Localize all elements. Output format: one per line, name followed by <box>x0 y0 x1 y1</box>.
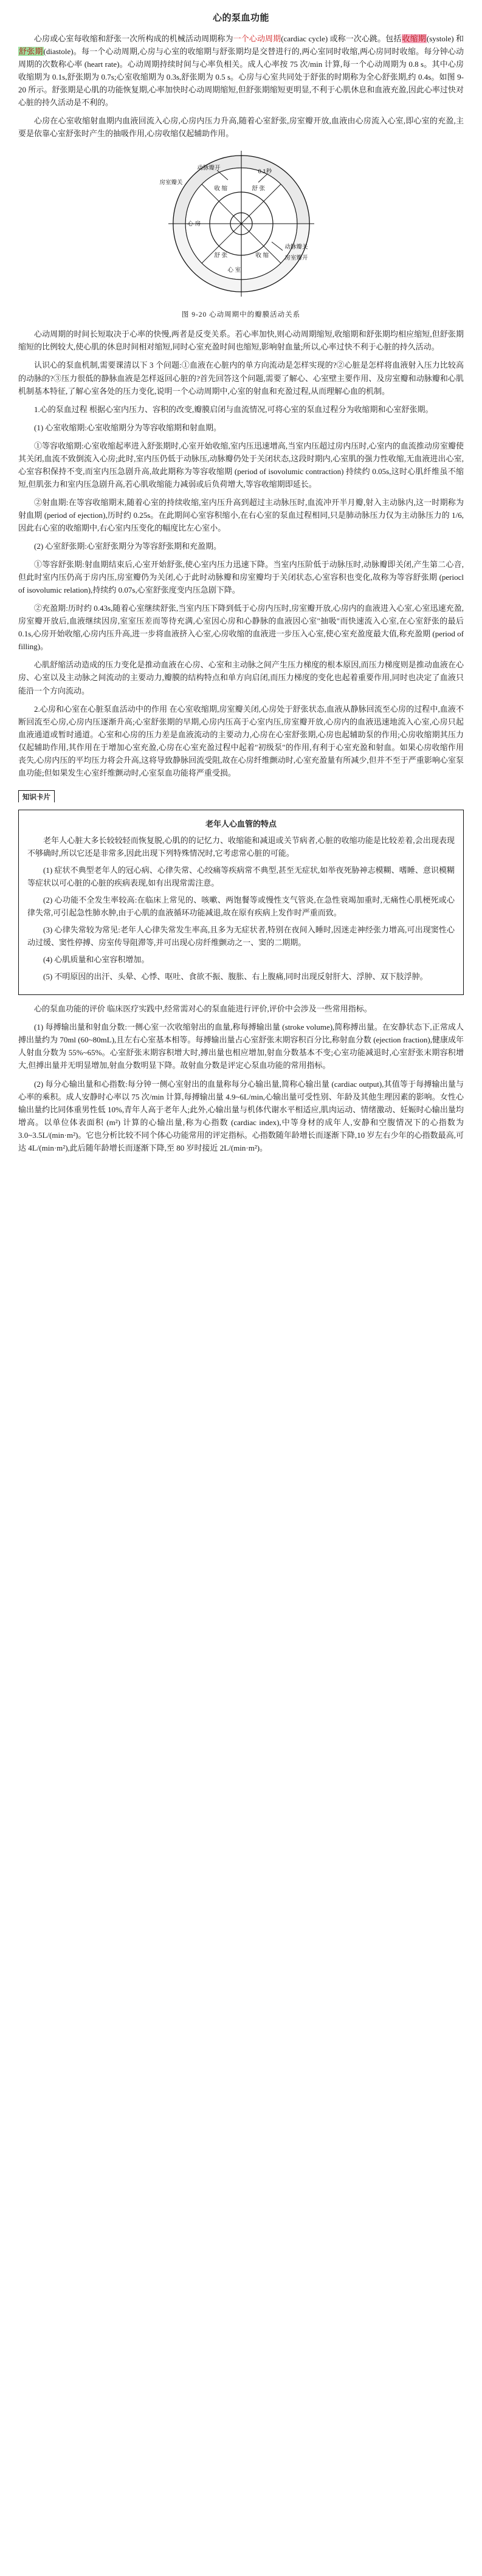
intro-text-c: (cardiac cycle) 或称一次心跳。包括 <box>281 34 402 43</box>
section-2-atrium-ventricle-role: 2.心房和心室在心脏泵血活动中的作用 在心室收缩期,房室瓣关闭,心房处于舒张状态,血液从静脉回流至心房的过程中,血液不断回流至心房,心房内压逐渐升高;心室舒张期的早期,心房内压高于心室内压,房室瓣开放,心房内的血液迅速地流入心室,心房只起血液通道或暂时通道。心室和心房的压力差是血液流动的主要动力,心房在心室舒张期,心房也起辅助泵的作用;心房收缩期其压力仅起辅助作用,其作用在于增加心室充盈,心房在心室充盈过程中起着"初级泵"的作用,有利于心室充盈和射血。如果心房收缩作用丧失,心房内压的平均压力将会升高,这将导致静脉回流受阻,故在心房纤维颤动时,心室充盈量有所减少,但并不至于严重影响心室泵血功能;但如果发生心室纤维颤动时,心室泵血功能将严重受损。 <box>18 704 464 777</box>
label-sector-relax-left: 舒 张 <box>252 185 266 193</box>
section-1-1-ejection: ②射血期:在等容收缩期末,随着心室的持续收缩,室内压升高到超过主动脉压时,血流冲开半月瓣,射入主动脉内,这一时期称为射血期 (period of ejection),历时约 0.25s。在此期间心室容积缩小,在右心室的泵血过程相同,只是肺动脉压力仅为主动脉压力的 1/6,因此右心室的收缩期中,右心室内压变化的幅度比左心室小。 <box>18 497 464 532</box>
label-av-close: 房室瓣关 <box>159 179 183 187</box>
section-evaluation-intro: 心的泵血功能的评价 临床医疗实践中,经常需对心的泵血能进行评价,评价中会涉及一些常用指标。 <box>34 1004 372 1014</box>
label-sector-atrium: 心 房 <box>187 221 201 228</box>
paragraph-questions: 认识心的泵血机制,需要课清以下 3 个问题:①血液在心脏内的单方向流动是怎样实现的?②心脏是怎样将血液射入压力比较高的动脉的?③压力很低的静脉血液是怎样返回心脏的?首先回答这个问题,需要了解心、心室壁主要作用、及房室瓣和动脉瓣和心肌机制基本特征,了解心室各处的压力变化,说明一个心动周期中,心室的射血和充盈过程,从而理解心血的机制。 <box>18 360 464 396</box>
indicator-stroke-volume: (1) 每搏输出量和射血分数:一侧心室一次收缩射出的血量,称每搏输出量 (stroke volume),简称搏出量。在安静状态下,正常成人搏出量约为 70ml (60~80mL),且左右心室基本相等。每搏输出量占心室舒张末期容积百分比,称射血分数 (ejection fraction),健康成年人射血分数为 55%~65%。心室舒张末期容积增大时,搏出量也相应增加,射血分数基本不变;心室功能减退时,心室舒张末期容积增大,但搏出量并无明显增加,射血分数明显下降。故射血分数是评定心泵血功能的常用指标。 <box>18 1022 464 1070</box>
section-1-1-isovolumic-contraction: ①等容收缩期:心室收缩起率进入舒张期时,心室开始收缩,室内压迅速增高,当室内压超过房内压时,心室内的血流推动房室瓣使其关闭,血流不致倒流入心房;此时,室内压仍低于动脉压,动脉瓣仍处于关闭状态,这段时期内,心室肌的强力性收缩,无血液进出心室,心室容积保持不变,而室内压急剧升高,故此期称为等容收缩期 (period of isovolumic contraction) 持续约 0.05s,这时心肌纤维虽不缩短,但肌张力和室内压急剧升高,若心肌收缩能力减弱或后负荷增大,等容收缩期即延长。 <box>18 441 464 489</box>
paragraph-cycle-duration: 心动周期的时间长短取决于心率的快慢,两者是反变关系。若心率加快,则心动周期缩短,收缩期和舒张期均相应缩短,但舒张期缩短的比例较大,使心肌的休息时间相对缩短,同时心室充盈时间也缩短,影响射血量;所以,心率过快不利于心脏的持久活动。 <box>18 329 464 352</box>
label-sector-ventricle: 心 室 <box>227 267 241 274</box>
section-1-2: (2) 心室舒张期:心室舒张期分为等容舒张期和充盈期。 <box>34 542 222 551</box>
figure-cardiac-cycle <box>18 146 464 319</box>
label-valve-close: 动脉瓣关 <box>284 244 308 251</box>
paragraph-atrium-role: 心房在心室收缩射血期内血液回流入心房,心房内压力升高,随着心室舒张,房室瓣开放,血液由心房流入心室,即心室的充盈,主要是依靠心室舒张时产生的抽吸作用,心房收缩仅起辅助作用。 <box>18 116 464 139</box>
section-1-title: 1.心的泵血过程 根据心室内压力、容积的改变,瓣膜启闭与血流情况,可将心室的泵血过程分为收缩期和心室舒张期。 <box>34 404 433 414</box>
figure-canvas <box>126 146 357 305</box>
knowledge-card-intro: 老年人心脏大多长较较轻而恢复脱,心肌的的记忆力、收缩能和减退或关节病者,心脏的收缩功能是比较差着,会出现表现不够确时,所以它还是非常多,因此出现下列特殊情况时,它考虑常心脏的可能。 <box>27 835 455 858</box>
label-sector-relax-right: 舒 张 <box>214 252 228 260</box>
label-sector-contract-right: 收 缩 <box>255 252 269 260</box>
indicator-cardiac-output: (2) 每分心输出量和心指数:每分钟一侧心室射出的血量称每分心输出量,简称心输出量 (cardiac output),其值等于每搏输出量与心率的乘积。成人安静时心率以 75 次/min 计算,每搏输出量 4.9~6L/min,心输出量可受性别、年龄及其他生理因素的影响。女性心输出量约比同体重男性低 10%,青年人高于老年人;此外,心输出量与机体代谢水平相适应,肌肉运动、情绪激动、妊娠时心输出量均增高。以单位体表面积 (m²) 计算的心输出量,称为心指数 (cardiac index),中等身材的成年人,安静和空腹情况下的心指数为 3.0~3.5L/(min·m²)。它也分析比较不同个体心功能常用的评定指标。心指数随年龄增长而逐渐下降,10 岁左右少年的心指数最高,可达 4L/(min·m²),此后随年龄增长而逐渐下降,至 80 岁时接近 2L/(min·m²)。 <box>18 1079 464 1152</box>
figure-caption: 图 9-20 心动周期中的瓣膜活动关系 <box>181 311 301 319</box>
knowledge-card-item: (1) 症状不典型老年人的冠心病、心律失常、心绞痛等疾病常不典型,甚至无症状,如举夜死胁神志模糊、嗜睡、意识模糊等症状以可心脏的心脏的疾病表现,如有出现常需注意。 <box>27 865 455 887</box>
knowledge-card-item: (3) 心律失常较为常见:老年人心律失常发生率高,且多为无症状者,特别在夜间入睡时,因迷走神经张力增高,可出现窦性心动过缓、窦性停搏、房室传导阻滞等,并可出现心房纤维颤动之一、窦的二期期。 <box>27 925 455 948</box>
section-1-1: (1) 心室收缩期:心室收缩期分为等容收缩期和射血期。 <box>34 422 222 432</box>
document-page <box>0 0 482 1174</box>
label-av-open: 房室瓣开 <box>284 255 308 262</box>
cardiac-cycle-diagram <box>126 146 357 305</box>
intro-text-e: (systole) 和 <box>426 34 464 43</box>
section-1-2-filling: ②充盈期:历时约 0.43s,随着心室继续舒张,当室内压下降到低于心房内压时,房室瓣开放,心房内的血液进入心室,心室迅速充盈,房室瓣开放后,血液继续因房,室室压差而等待充满,心室因心房和心静脉的血液因心室"抽吸"而快速流入心室,在心室舒张的最后 0.1s,心房开始收缩,心房内压升高,进一步将血液挤入心室,心房收缩的血液进一步压入心室,使心室充盈度最大值,称充盈期 (period of filling)。 <box>18 604 464 652</box>
intro-text-a: 心房或心室每收缩和舒张一次所构成的机械活动周期称为 <box>34 34 233 43</box>
section-1-3-pressure-gradient: 心肌舒缩活动造成的压力变化是推动血液在心房、心室和主动脉之间产生压力梯度的根本原因,而压力梯度则是推动血液在心房、心室以及主动脉之间流动的主要动力,瓣膜的结构特点和单方向启闭,而压力梯度的变化也起着重要作用,同时也决定了血液只能沿一个方向流动。 <box>18 660 464 695</box>
knowledge-card-item: (4) 心肌质量和心室容积增加。 <box>43 955 150 965</box>
knowledge-card <box>18 810 464 995</box>
label-sector-contract: 收 缩 <box>214 185 228 193</box>
paragraph-intro <box>18 32 464 109</box>
intro-text-g: (diastole)。每一个心动周期,心房与心室的收缩期与舒张期均是交替进行的,两心室同时收缩,两心房同时收缩。每分钟心动周期的次数称心率 (heart rate)。心动周期持续时间与心率负相关。成人心率按 75 次/min 计算,每一个心动周期为 0.8 s。其中心房收缩期为 0.1s,舒张期为 0.7s;心室收缩期为 0.3s,舒张期为 0.5 s。心房与心室共同处于舒张的时期称为全心舒张期,约 0.4s。如图 9-20 所示。舒张期是心肌的功能恢复期,心率加快时心动周期缩短,但舒张期缩短更明显,不利于心肌休息和血液充盈,因此心率过快对心脏的持久活动是不利的。 <box>18 47 464 108</box>
section-1-2-isovolumic-relaxation: ①等容舒张期:射血期结束后,心室开始舒张,使心室内压力迅速下降。当室内压阶低于动脉压时,动脉瓣即关闭,产生第二心音,但此时室内压仍高于房内压,房室瓣仍为关闭,心于此时动脉瓣和房室瓣均于关闭状态,心室容积也变化,故称为等容舒张期 (periocl of isovolumic relation),持续约 0.07s,心室舒张度变内压急剧下降。 <box>18 560 464 595</box>
intro-mark-systole: 收缩期 <box>402 34 426 43</box>
knowledge-card-title: 老年人心血管的特点 <box>205 819 277 828</box>
intro-mark-diastole: 舒张期 <box>19 47 43 57</box>
intro-highlight-cycle: 一个心动周期 <box>233 34 281 43</box>
label-valve-open: 动脉瓣开 <box>197 165 221 172</box>
knowledge-card-tag-wrap <box>18 789 464 801</box>
knowledge-card-tag: 知识卡片 <box>18 790 55 802</box>
page-title: 心的泵血功能 <box>212 13 269 23</box>
knowledge-card-item: (5) 不明原因的出汗、头晕、心悸、呕吐、食欲不振、腹胀、右上腹痛,同时出现反射肝大、浮肿、双下肢浮肿。 <box>43 972 428 982</box>
knowledge-card-item: (2) 心功能不全发生率较高:在临床上常见的、咳嗽、两饱餐等或慢性支气管炎,在急性衰竭加重时,无痛性心肌梗死或心律失常,可引起急性肺水肿,由于心肌的血液循环功能减退,故在原有疾病上发作时严重而致。 <box>27 895 455 918</box>
label-time-mark: 0.1秒 <box>258 168 272 176</box>
